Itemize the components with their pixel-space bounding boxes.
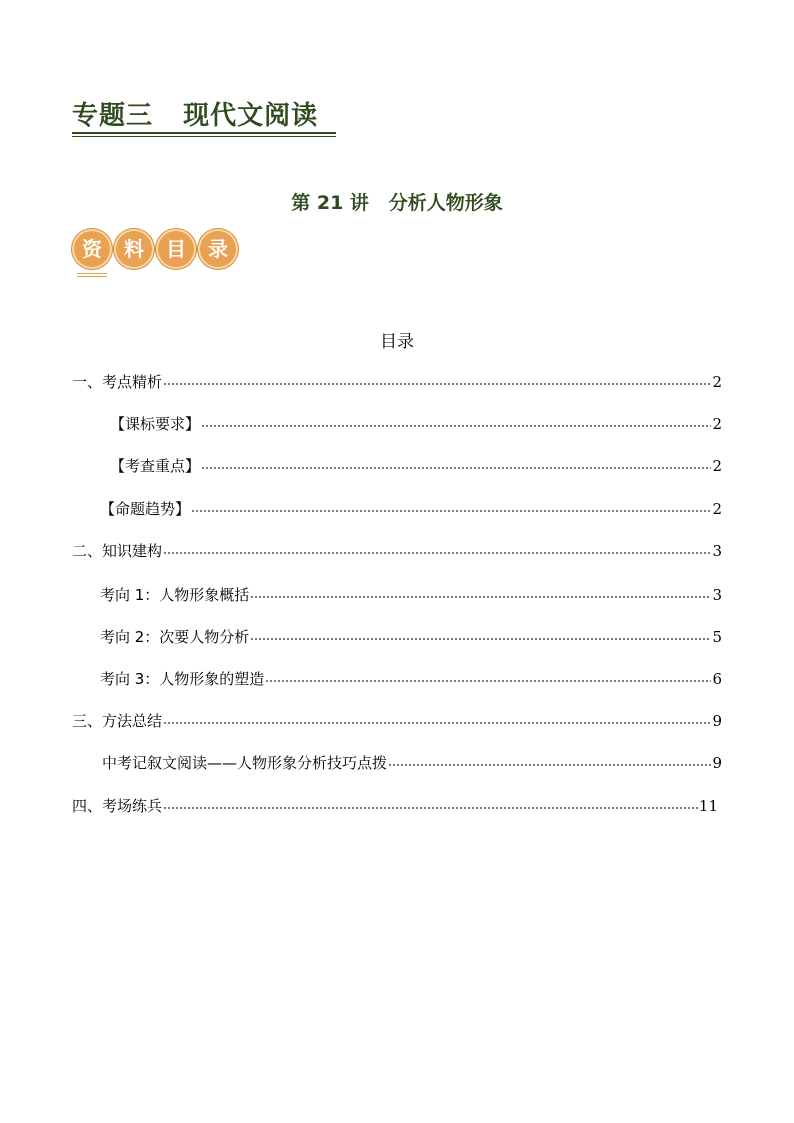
badge-item (198, 229, 238, 277)
toc-entry-page: 2 (712, 415, 722, 433)
toc-entry-label: 【命题趋势】 (100, 500, 191, 518)
toc-entry[interactable] (72, 541, 722, 561)
toc-leader-dots (163, 806, 698, 812)
toc-entry-label: 【课标要求】 (110, 415, 201, 433)
toc-entry-label: 考向 2：次要人物分析 (100, 628, 250, 646)
badge-item (114, 229, 154, 277)
toc-leader-dots (163, 721, 711, 727)
main-title: 专题三 现代文阅读 (72, 101, 319, 131)
toc-entry[interactable] (100, 627, 722, 647)
toc-leader-dots (163, 551, 711, 557)
toc-leader-dots (388, 763, 711, 769)
badge-char: 录 (198, 229, 238, 269)
toc-entry[interactable] (110, 414, 722, 434)
toc-entry-page: 2 (712, 373, 722, 391)
toc-entry[interactable] (100, 669, 722, 689)
toc-entry-label: 中考记叙文阅读——人物形象分析技巧点拨 (102, 754, 388, 772)
badge-underline (77, 273, 107, 274)
toc-entry-label: 一、考点精析 (72, 373, 163, 391)
toc-leader-dots (250, 595, 711, 601)
badge-char: 目 (156, 229, 196, 269)
toc-entry[interactable] (100, 499, 722, 519)
toc-entry[interactable] (72, 372, 722, 392)
toc-entry[interactable] (102, 753, 722, 773)
toc-entry-page: 5 (712, 628, 722, 646)
title-underline-thin (72, 136, 336, 137)
toc-leader-dots (163, 382, 711, 388)
toc-entry[interactable] (72, 711, 722, 731)
toc-leader-dots (265, 679, 711, 685)
toc-entry-page: 3 (712, 542, 722, 560)
badge-item (72, 229, 112, 277)
toc-entry[interactable] (72, 796, 718, 816)
badge-underline (77, 276, 107, 277)
toc-entry-page: 9 (712, 754, 722, 772)
badge-item (156, 229, 196, 277)
toc-entry-label: 【考查重点】 (110, 457, 201, 475)
toc-entry-label: 考向 3：人物形象的塑造 (100, 670, 265, 688)
toc-entry-page: 11 (698, 797, 718, 815)
toc-entry-page: 2 (712, 457, 722, 475)
toc-entry[interactable] (100, 585, 722, 605)
title-underline (72, 132, 336, 134)
toc-entry-label: 二、知识建构 (72, 542, 163, 560)
toc-entry-label: 考向 1：人物形象概括 (100, 586, 250, 604)
toc-entry-page: 2 (712, 500, 722, 518)
toc-entry-page: 6 (712, 670, 722, 688)
toc-heading: 目录 (380, 332, 414, 352)
toc-leader-dots (250, 637, 711, 643)
badge-char: 料 (114, 229, 154, 269)
toc-leader-dots (201, 466, 711, 472)
lecture-title: 第 21 讲 分析人物形象 (291, 192, 503, 214)
toc-leader-dots (191, 509, 711, 515)
toc-entry-page: 9 (712, 712, 722, 730)
toc-entry-label: 四、考场练兵 (72, 797, 163, 815)
toc-entry-page: 3 (712, 586, 722, 604)
contents-badge (72, 229, 238, 277)
toc-entry-label: 三、方法总结 (72, 712, 163, 730)
toc-leader-dots (201, 424, 711, 430)
toc-entry[interactable] (110, 456, 722, 476)
badge-char: 资 (72, 229, 112, 269)
